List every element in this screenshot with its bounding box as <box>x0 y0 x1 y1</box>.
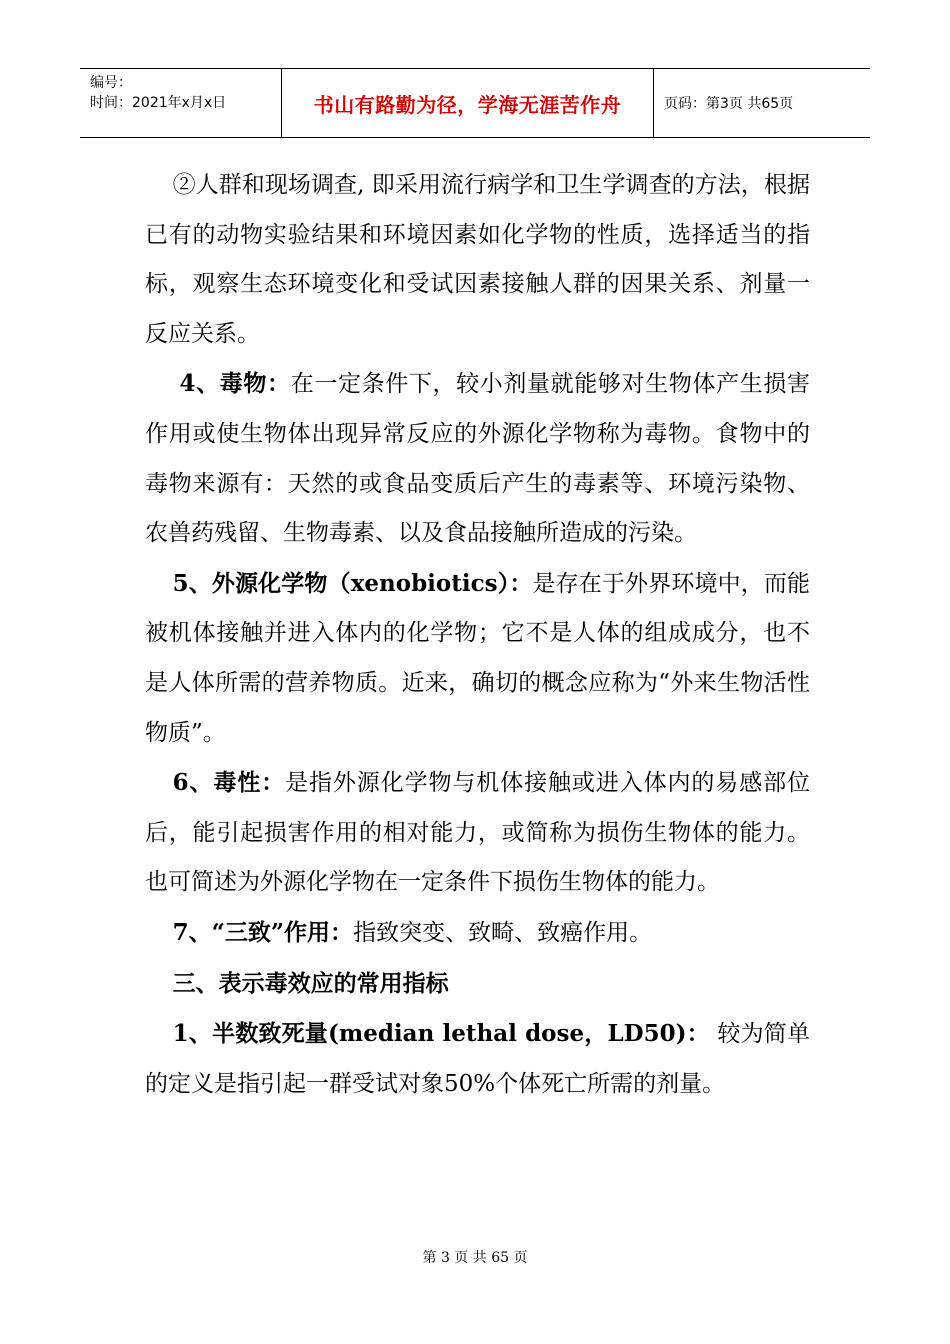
paragraph-text: 较为简单的定义是指引起一群受试对象50%个体死亡所需的剂量。 <box>145 1021 811 1097</box>
paragraph-lead: 5、外源化学物（xenobiotics）： <box>172 569 533 597</box>
section-heading <box>145 959 810 1010</box>
paragraph-text: 指致突变、致畸、致癌作用。 <box>353 919 653 946</box>
paragraph-ld50 <box>145 1009 810 1109</box>
paragraph-three-effects <box>145 908 810 959</box>
paragraph-text: ②人群和现场调查, 即采用流行病学和卫生学调查的方法，根据已有的动物实验结果和环境因素如化学物的性质，选择适当的指标，观察生态环境变化和受试因素接触人群的因果关系、剂量一反应关系。 <box>145 172 810 347</box>
header-motto: 书山有路勤为径，学海无涯苦作舟 <box>282 69 654 137</box>
paragraph-survey <box>145 160 810 359</box>
paragraph-lead: 6、毒性： <box>172 769 286 797</box>
paragraph-toxicity <box>145 758 810 908</box>
serial-label: 编号： <box>90 75 132 91</box>
paragraph-text: 在一定条件下，较小剂量就能够对生物体产生损害作用或使生物体出现异常反应的外源化学物称为毒物。食物中的毒物来源有：天然的或食品变质后产生的毒素等、环境污染物、农兽药残留、生物毒素、以及食品接触所造成的污染。 <box>145 371 811 547</box>
page-footer: 第 3 页 共 65 页 <box>422 1250 528 1266</box>
paragraph-text: 是存在于外界环境中，而能被机体接触并进入体内的化学物；它不是人体的组成成分，也不是人体所需的营养物质。近来，确切的概念应称为“外来生物活性物质”。 <box>145 570 811 746</box>
paragraph-poison <box>145 359 810 558</box>
paragraph-lead: 7、“三致”作用： <box>172 918 354 946</box>
section-title: 三、表示毒效应的常用指标 <box>172 969 449 997</box>
paragraph-lead: 4、毒物： <box>179 370 291 398</box>
page-header <box>80 68 870 138</box>
header-page-info: 页码：第3页 共65页 <box>664 96 794 112</box>
header-meta <box>80 69 282 137</box>
date-label: 时间：2021年x月x日 <box>90 95 227 111</box>
paragraph-lead: 1、半数致死量(median lethal dose，LD50)： <box>172 1020 710 1048</box>
document-body <box>145 160 810 1109</box>
paragraph-text: 是指外源化学物与机体接触或进入体内的易感部位后，能引起损害作用的相对能力，或简称为损伤生物体的能力。也可简述为外源化学物在一定条件下损伤生物体的能力。 <box>145 770 811 896</box>
paragraph-xenobiotics <box>145 559 810 758</box>
